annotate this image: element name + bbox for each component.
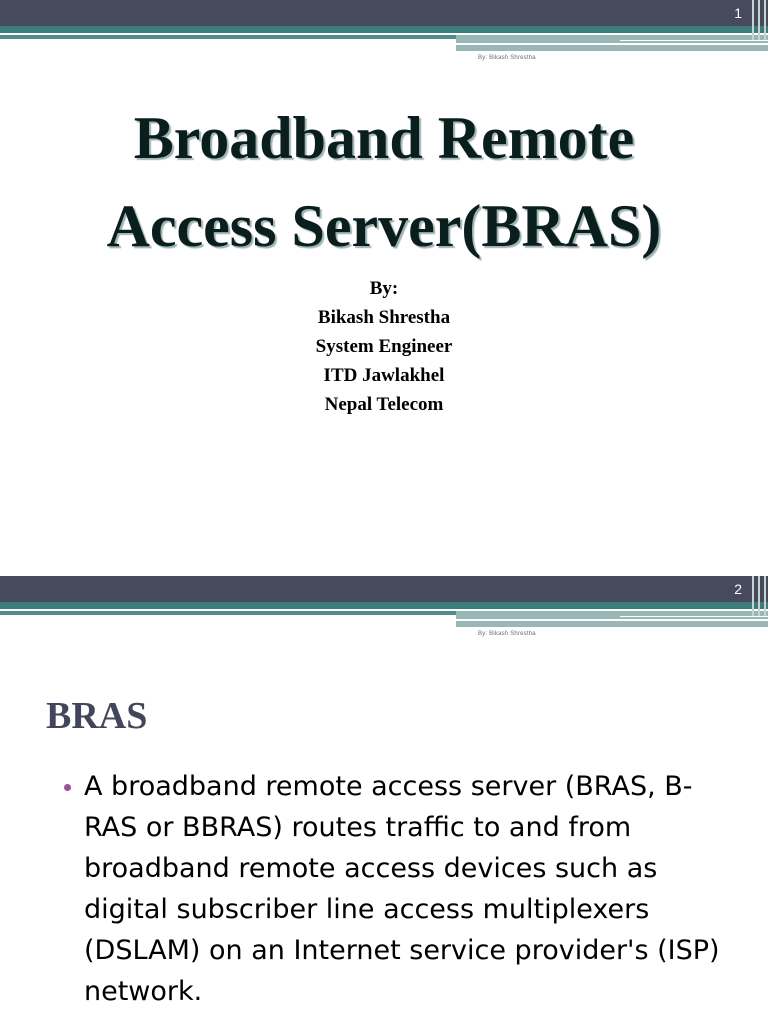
author-name: Bikash Shrestha	[317, 307, 451, 328]
author-role: System Engineer	[315, 336, 453, 357]
author-block	[0, 274, 768, 419]
author-organization: Nepal Telecom	[324, 394, 444, 415]
header-stripe	[758, 576, 760, 616]
slide-title	[0, 94, 768, 270]
slide-byline: By: Bikash Shrestha	[478, 55, 536, 61]
bullet-text: A broadband remote access server (BRAS, B-RAS or BBRAS) routes traffic to and from broadband remote access devices such as digital subscriber line access multiplexers (DSLAM) on an Internet service provider's (ISP) network.	[84, 771, 720, 1007]
header-teal-bar	[0, 602, 768, 609]
header-step-divider	[456, 619, 768, 621]
slide-2	[0, 576, 768, 1024]
bullet-list	[64, 766, 724, 1012]
header-stripe	[752, 576, 754, 616]
header-dark-bar	[0, 576, 768, 602]
slide-header-band	[0, 576, 768, 628]
author-department: ITD Jawlakhel	[323, 365, 445, 386]
header-stripe	[758, 0, 760, 40]
header-stripe	[764, 576, 766, 616]
title-line: Broadband Remote	[133, 105, 635, 171]
header-step-divider-short	[620, 616, 768, 617]
header-stripe	[752, 0, 754, 40]
author-line: By:	[369, 278, 399, 299]
header-stripe	[764, 0, 766, 40]
slide-number: 2	[734, 581, 742, 597]
bullet-dot-icon	[64, 784, 71, 791]
header-teal-bar	[0, 26, 768, 33]
header-dark-bar	[0, 0, 768, 26]
title-line: Access Server(BRAS)	[106, 193, 662, 259]
header-step-divider	[456, 43, 768, 45]
slide-header-band	[0, 0, 768, 52]
bullet-item	[64, 766, 724, 1012]
slide-heading: BRAS	[46, 695, 148, 737]
slide-number: 1	[734, 5, 742, 21]
header-step-divider-short	[620, 40, 768, 41]
slide-byline: By: Bikash Shrestha	[478, 631, 536, 637]
